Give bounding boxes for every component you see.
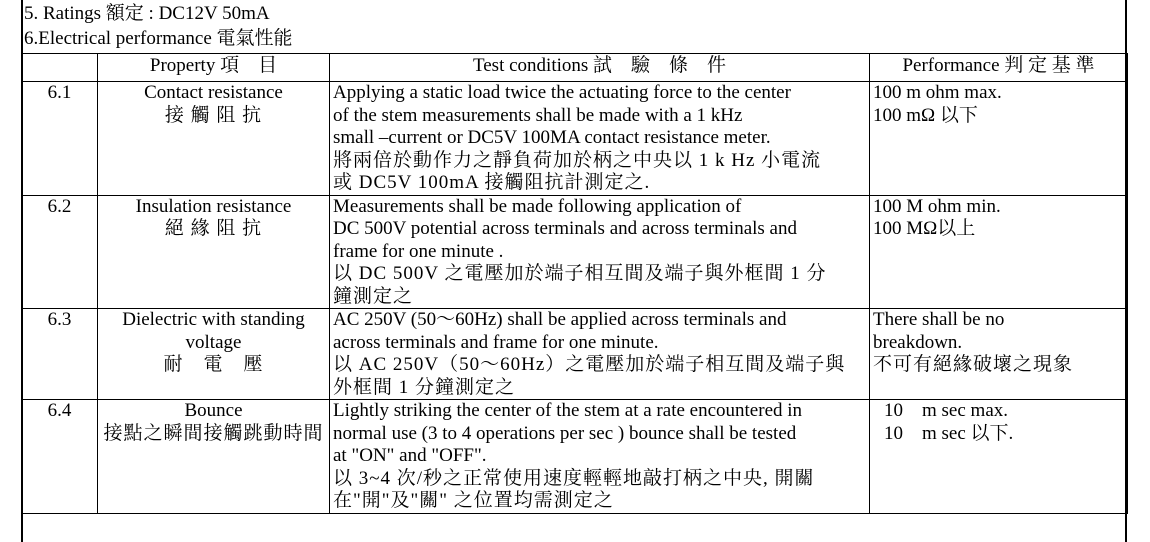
performance-line: There shall be no bbox=[873, 309, 1005, 330]
conditions-en-line: frame for one minute . bbox=[333, 240, 504, 262]
property-zh: 絕 緣 阻 抗 bbox=[164, 218, 263, 239]
performance-cell bbox=[870, 82, 1128, 196]
conditions-en-line: across terminals and frame for one minute. bbox=[333, 331, 659, 353]
performance-line: 100 m ohm max. bbox=[873, 82, 1002, 103]
conditions-en-line: at "ON" and "OFF". bbox=[333, 445, 487, 466]
performance-cell bbox=[870, 400, 1128, 514]
conditions-en-line: DC 500V potential across terminals and across terminals and bbox=[333, 218, 797, 239]
conditions-cell bbox=[330, 309, 870, 400]
performance-line: 10 m sec 以下. bbox=[884, 422, 1014, 444]
property-zh: 耐 電 壓 bbox=[163, 354, 264, 375]
table-header-row bbox=[22, 54, 1128, 82]
property-cell bbox=[98, 82, 330, 196]
performance-cell bbox=[870, 195, 1128, 309]
conditions-zh-line: 以 AC 250V（50～60Hz）之電壓加於端子相互間及端子與 bbox=[333, 354, 846, 375]
row-number: 6.2 bbox=[22, 195, 98, 309]
performance-line: 不可有絕緣破壞之現象 bbox=[873, 354, 1074, 375]
electrical-performance-heading: 6.Electrical performance 電氣性能 bbox=[24, 28, 293, 49]
conditions-zh-line: 以 DC 500V 之電壓加於端子相互間及端子與外框間 1 分 bbox=[333, 263, 827, 284]
header-test-conditions: Test conditions 試 驗 條 件 bbox=[330, 54, 870, 82]
conditions-en-line: of the stem measurements shall be made with a 1 kHz bbox=[333, 104, 743, 126]
electrical-performance-table bbox=[21, 53, 1128, 514]
conditions-zh-line: 外框間 1 分鐘測定之 bbox=[333, 376, 516, 398]
ratings-line: 5. Ratings 額定 : DC12V 50mA bbox=[24, 3, 270, 24]
performance-cell bbox=[870, 309, 1128, 400]
conditions-zh-line: 以 3~4 次/秒之正常使用速度輕輕地敲打柄之中央, 開關 bbox=[333, 467, 815, 489]
conditions-zh-line: 鐘測定之 bbox=[333, 285, 414, 307]
property-zh: 接點之瞬間接觸跳動時間 bbox=[103, 422, 324, 444]
conditions-en-line: small –current or DC5V 100MA contact resistance meter. bbox=[333, 127, 771, 148]
conditions-en-line: AC 250V (50～60Hz) shall be applied across terminals and bbox=[333, 309, 787, 330]
header-property: Property 項 目 bbox=[98, 54, 330, 82]
row-number: 6.1 bbox=[22, 82, 98, 196]
conditions-cell bbox=[330, 400, 870, 514]
property-en: Insulation resistance bbox=[135, 195, 292, 217]
header-number bbox=[22, 54, 98, 82]
header-performance: Performance 判 定 基 準 bbox=[870, 54, 1128, 82]
conditions-zh-line: 或 DC5V 100mA 接觸阻抗計測定之. bbox=[333, 172, 651, 193]
property-en: Contact resistance bbox=[144, 82, 283, 103]
conditions-en-line: normal use (3 to 4 operations per sec ) bounce shall be tested bbox=[333, 422, 797, 444]
conditions-cell bbox=[330, 82, 870, 196]
table-row bbox=[22, 195, 1128, 309]
conditions-en-line: Applying a static load twice the actuating force to the center bbox=[333, 82, 791, 103]
property-zh: 接 觸 阻 抗 bbox=[164, 104, 263, 126]
table-row bbox=[22, 309, 1128, 400]
conditions-en-line: Measurements shall be made following application of bbox=[333, 195, 742, 217]
performance-line: 100 MΩ以上 bbox=[873, 218, 976, 239]
conditions-zh-line: 將兩倍於動作力之靜負荷加於柄之中央以 1 k Hz 小電流 bbox=[333, 149, 822, 171]
property-cell bbox=[98, 195, 330, 309]
row-number: 6.3 bbox=[22, 309, 98, 400]
conditions-zh-line: 在"開"及"關" 之位置均需測定之 bbox=[333, 490, 614, 511]
performance-line: 100 M ohm min. bbox=[873, 195, 1001, 217]
conditions-en-line: Lightly striking the center of the stem at a rate encountered in bbox=[333, 400, 803, 421]
row-number: 6.4 bbox=[22, 400, 98, 514]
property-cell bbox=[98, 309, 330, 400]
conditions-cell bbox=[330, 195, 870, 309]
table-row bbox=[22, 400, 1128, 514]
table-row bbox=[22, 82, 1128, 196]
performance-line: breakdown. bbox=[873, 331, 963, 353]
performance-line: 100 mΩ 以下 bbox=[873, 104, 978, 126]
property-en: Bounce bbox=[184, 400, 243, 421]
property-en: Dielectric with standing voltage bbox=[122, 309, 305, 353]
property-cell bbox=[98, 400, 330, 514]
performance-line: 10 m sec max. bbox=[884, 400, 1009, 421]
